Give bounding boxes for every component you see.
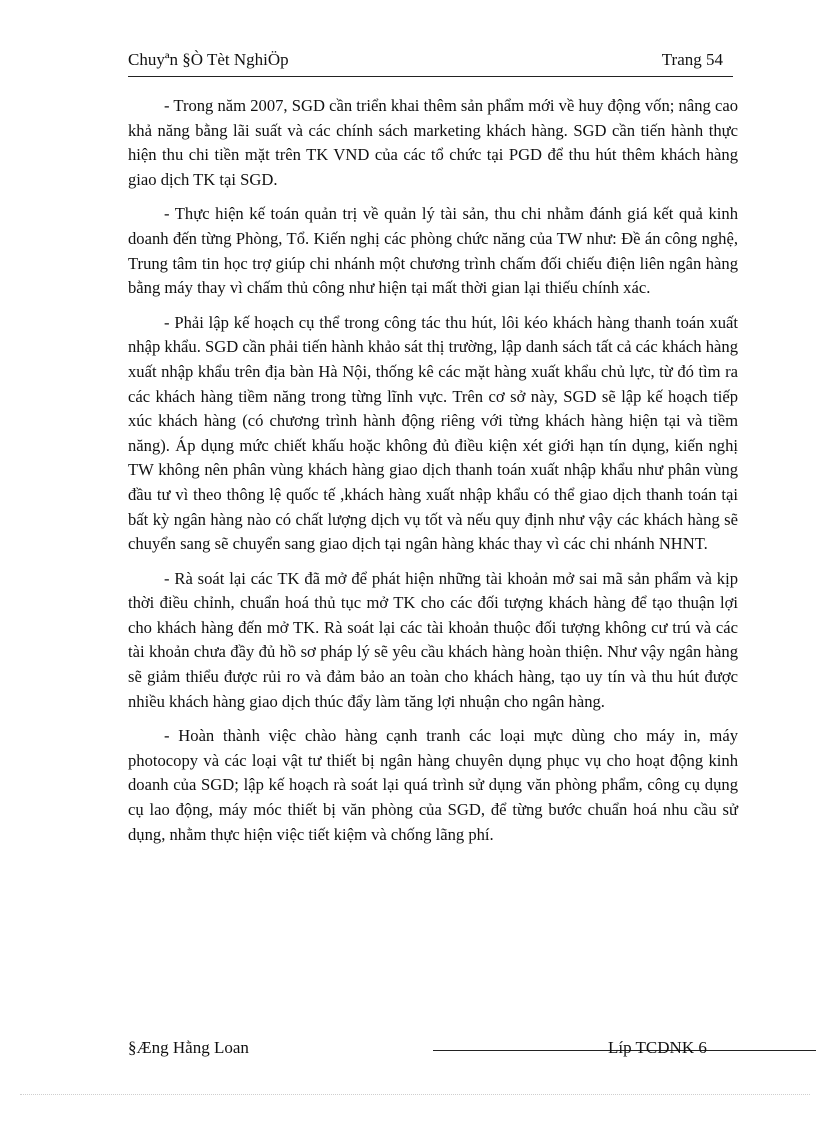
paragraph-3: - Phải lập kế hoạch cụ thể trong công tác thu hút, lôi kéo khách hàng thanh toán xuất nhập khẩu. SGD cần phải tiến hành khảo sát thị trường, lập danh sách tất cả các khách hàng xuất nhập khẩu trên địa bàn Hà Nội, thống kê các mặt hàng xuất khẩu chủ lực, từ đó tìm ra các khách hàng tiềm năng trong từng lĩnh vực. Trên cơ sở này, SGD sẽ lập kế hoạch tiếp xúc khách hàng (có chương trình hành động riêng với từng khách hàng hiện tại và tiềm năng). Áp dụng mức chiết khấu hoặc không đủ điều kiện xét giới hạn tín dụng, kiến nghị TW không nên phân vùng khách hàng giao dịch thanh toán xuất nhập khẩu như phân vùng đầu tư vì theo thông lệ quốc tế ,khách hàng xuất nhập khẩu có thể giao dịch thanh toán tại bất kỳ ngân hàng nào có chất lượng dịch vụ tốt và nếu quy định như vậy các khách hàng sẽ chuyển sang sẽ chuyển sang giao dịch tại ngân hàng khác thay vì các chi nhánh NHNT. [128, 312, 738, 554]
paragraph-4: - Rà soát lại các TK đã mở để phát hiện những tài khoản mở sai mã sản phẩm và kịp thời điều chỉnh, chuẩn hoá thủ tục mở TK cho các đối tượng khách hàng để tạo thuận lợi cho khách hàng đến mở TK. Rà soát lại các tài khoản thuộc đối tượng không cư trú và các tài khoản chưa đầy đủ hồ sơ pháp lý sẽ yêu cầu khách hàng hoàn thiện. Như vậy ngân hàng sẽ giảm thiểu được rủi ro và đảm bảo an toàn cho khách hàng, tạo uy tín và thu hút được nhiều khách hàng giao dịch thúc đẩy làm tăng lợi nhuận cho ngân hàng. [128, 568, 738, 711]
header-page-number: Trang 54 [661, 50, 723, 69]
page-header [128, 50, 733, 77]
footer-class: Líp TCDNK 6 [608, 1038, 707, 1057]
document-body [128, 94, 738, 857]
paragraph-2: - Thực hiện kế toán quản trị về quản lý tài sản, thu chi nhằm đánh giá kết quả kinh doanh đến từng Phòng, Tổ. Kiến nghị các phòng chức năng của TW như: Đề án công nghệ, Trung tâm tin học trợ giúp chi nhánh một chương trình chấm đối chiếu điện liên ngân hàng bằng máy thay vì chấm thủ công như hiện tại mất thời gian lại thiếu chính xác. [128, 204, 738, 298]
paragraph-5: - Hoàn thành việc chào hàng cạnh tranh các loại mực dùng cho máy in, máy photocopy và các loại vật tư thiết bị ngân hàng chuyên dụng phục vụ cho hoạt động kinh doanh của SGD; lập kế hoạch rà soát lại quá trình sử dụng văn phòng phẩm, công cụ dụng cụ lao động, máy móc thiết bị văn phòng của SGD, để từng bước chuẩn hoá nhu cầu sử dụng, nhằm thực hiện việc tiết kiệm và chống lãng phí. [128, 726, 738, 844]
footer-author: §Æng Hằng Loan [128, 1038, 249, 1057]
header-title: Chuyªn §Ò Tèt NghiÖp [128, 50, 289, 69]
page-bottom-dotted-border [20, 1094, 810, 1095]
paragraph-1: - Trong năm 2007, SGD cần triển khai thêm sản phẩm mới về huy động vốn; nâng cao khả năng bằng lãi suất và các chính sách marketing khách hàng. SGD cần tiến hành thực hiện thu chi tiền mặt trên TK VND của các tổ chức tại PGD để thu hút thêm khách hàng giao dịch TK tại SGD. [128, 96, 738, 189]
